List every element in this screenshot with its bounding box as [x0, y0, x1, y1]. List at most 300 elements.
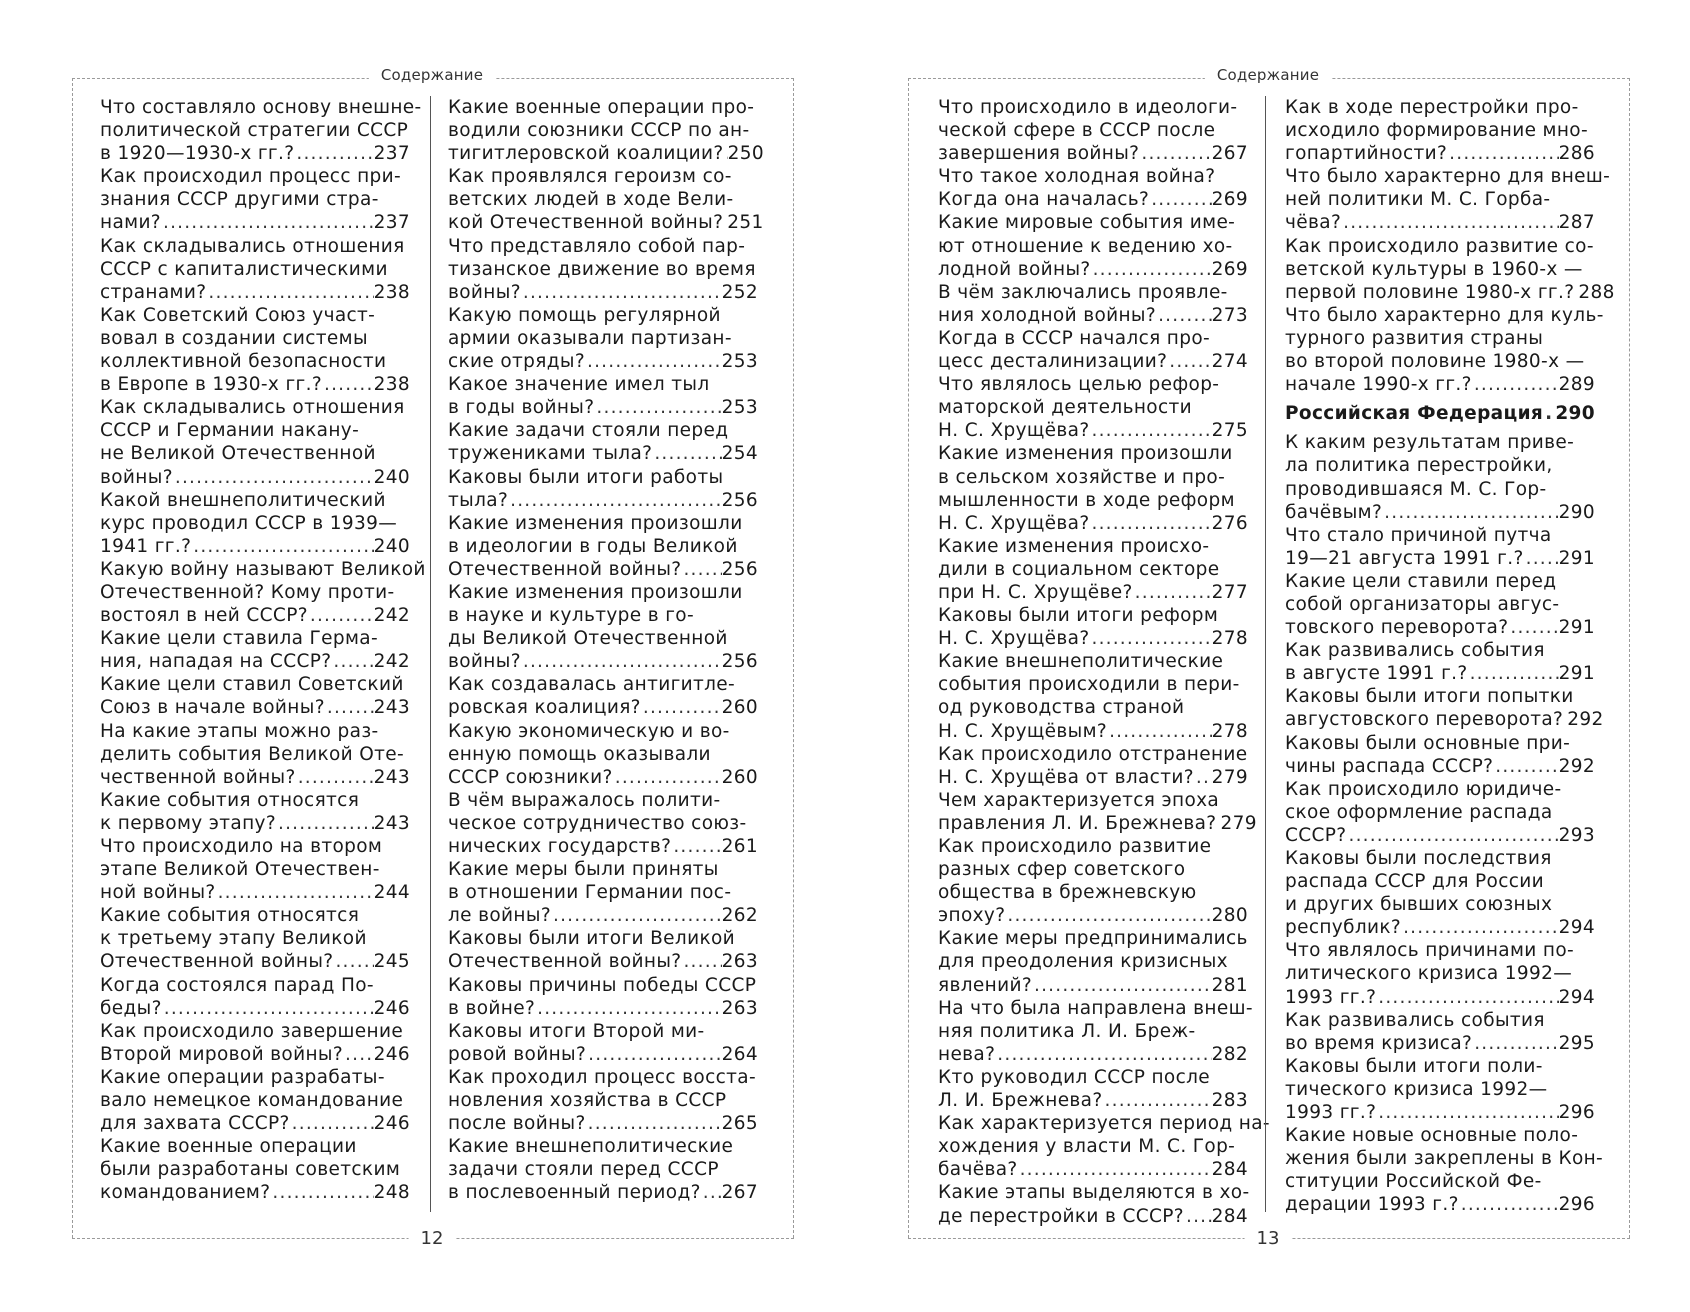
dot-leader [681, 950, 721, 973]
toc-entry-line [1285, 1124, 1595, 1147]
toc-entry-text: СССР с капиталистическими [100, 258, 388, 280]
toc-entry [448, 235, 758, 304]
toc-entry-text: На какие этапы можно раз- [100, 720, 379, 742]
toc-entry [448, 466, 758, 512]
toc-entry [448, 720, 758, 789]
toc-entry [1285, 524, 1595, 570]
toc-entry [938, 442, 1248, 534]
toc-entry-text: ческое сотрудничество союз- [448, 812, 747, 834]
toc-entry [100, 558, 426, 627]
dot-leader [276, 812, 374, 835]
toc-page-number: 279 [1211, 766, 1248, 788]
toc-entry-text: войны? [448, 281, 521, 303]
toc-entry [1285, 685, 1604, 731]
toc-entry-line [100, 165, 410, 188]
toc-entry-text: бачёва? [938, 1159, 1018, 1181]
right-page [845, 0, 1690, 1312]
dot-leader [1091, 258, 1212, 281]
toc-entry [1285, 235, 1615, 304]
toc-entry-line [1285, 350, 1595, 373]
toc-entry-text: в августе 1991 г.? [1285, 663, 1468, 685]
toc-entry [938, 535, 1248, 604]
toc-entry-line [100, 627, 410, 650]
toc-entry-text: чёва? [1285, 212, 1342, 234]
toc-entry-line [448, 974, 758, 997]
toc-page-number: 256 [721, 558, 758, 580]
toc-entry [448, 419, 758, 465]
toc-entry-text: ветской культуры в 1960-х — [1285, 258, 1583, 280]
toc-entry-text: в войне? [448, 997, 536, 1019]
dot-leader [1089, 419, 1211, 442]
dot-leader [173, 466, 374, 489]
toc-entry-line [938, 327, 1248, 350]
toc-entry-text: начале 1990-х гг.? [1285, 374, 1472, 396]
toc-entry-line [100, 535, 410, 558]
toc-entry [100, 835, 410, 904]
toc-page-number: 262 [721, 905, 758, 927]
toc-entry-text: Н. С. Хрущёва? [938, 628, 1090, 650]
toc-entry-text: коллективной безопасности [100, 351, 387, 373]
toc-entry-line [448, 350, 758, 373]
dot-leader [671, 835, 721, 858]
toc-entry-text: республик? [1285, 917, 1402, 939]
dot-leader [1341, 211, 1559, 234]
toc-entry-text: 19—21 августа 1991 г.? [1285, 547, 1524, 569]
toc-entry-line [448, 211, 764, 234]
toc-entry-text: политической стратегии СССР [100, 120, 409, 142]
toc-page-number: 237 [373, 212, 410, 234]
toc-entry-text: Как проявлялся героизм со- [448, 166, 732, 188]
toc-entry [100, 489, 410, 558]
toc-entry-text: Какие задачи стояли перед [448, 420, 729, 442]
toc-entry-text: Каковы итоги Второй ми- [448, 1020, 705, 1042]
toc-entry-line [938, 974, 1248, 997]
toc-entry-line [448, 535, 758, 558]
toc-entry [938, 373, 1248, 442]
toc-entry-text: литического кризиса 1992— [1285, 963, 1573, 985]
toc-entry-line [1285, 165, 1611, 188]
toc-entry-text: Какие этапы выделяются в хо- [938, 1182, 1250, 1204]
toc-entry-text: ле войны? [448, 905, 552, 927]
toc-entry-line [1285, 96, 1595, 119]
toc-entry-text: Какие цели ставил Советский [100, 674, 404, 696]
toc-entry-text: товского переворота? [1285, 617, 1509, 639]
toc-entry-text: маторской деятельности [938, 397, 1192, 419]
dot-leader [206, 281, 373, 304]
toc-page-number: 267 [1211, 143, 1248, 165]
toc-page-number: 286 [1558, 143, 1595, 165]
toc-page-number: 279 [1220, 812, 1257, 834]
toc-entry-line [448, 627, 758, 650]
toc-entry-text: Н. С. Хрущёва? [938, 420, 1090, 442]
toc-entry-text: события происходили в пери- [938, 674, 1240, 696]
toc-page-number: 278 [1211, 720, 1248, 742]
toc-entry-line [100, 720, 410, 743]
toc-entry-text: Как характеризуется период на- [938, 1113, 1270, 1135]
toc-entry-text: Как происходил процесс при- [100, 166, 402, 188]
toc-entry-text: Что было характерно для внеш- [1285, 166, 1611, 188]
dot-leader [162, 997, 374, 1020]
toc-page-number: 243 [373, 812, 410, 834]
toc-entry-text: Что такое холодная война? [938, 166, 1216, 188]
toc-entry-line [938, 1089, 1248, 1112]
toc-entry-line [1285, 211, 1595, 234]
toc-entry-line [938, 881, 1248, 904]
toc-page-number: 287 [1558, 212, 1595, 234]
toc-entry-text: Отечественной войны? [448, 951, 682, 973]
toc-entry-text: мышленности в ходе реформ [938, 489, 1235, 511]
toc-page-number: 243 [373, 697, 410, 719]
toc-page-number: 238 [373, 374, 410, 396]
toc-entry-text: Кто руководил СССР после [938, 1066, 1211, 1088]
toc-entry-text: тружениками тыла? [448, 443, 653, 465]
toc-entry-line [1285, 524, 1595, 547]
toc-entry-line [938, 188, 1248, 211]
toc-page-number: 269 [1211, 258, 1248, 280]
toc-entry-line [938, 396, 1248, 419]
toc-entry [938, 650, 1248, 742]
toc-entry-text: 1993 гг.? [1285, 1102, 1377, 1124]
toc-entry-text: в идеологии в годы Великой [448, 535, 738, 557]
toc-entry-line [1285, 1009, 1595, 1032]
toc-page-number: 288 [1578, 281, 1615, 303]
toc-entry-text: гопартийности? [1285, 143, 1448, 165]
toc-entry-text: Что представляло собой пар- [448, 235, 746, 257]
dot-leader [995, 1043, 1211, 1066]
toc-entry-line [448, 812, 758, 835]
toc-entry-text: Как складывались отношения [100, 397, 405, 419]
toc-entry-text: СССР? [1285, 824, 1347, 846]
toc-entry-line [1285, 870, 1595, 893]
toc-entry-line [938, 1135, 1248, 1158]
toc-page-number: 246 [373, 1113, 410, 1135]
toc-entry-text: странами? [100, 281, 207, 303]
toc-entry-text: в послевоенный период? [448, 1182, 701, 1204]
toc-entry-line [1285, 142, 1595, 165]
toc-entry-line [938, 1205, 1248, 1228]
toc-entry-line [938, 1112, 1270, 1135]
page-number: 12 [409, 1228, 456, 1249]
toc-entry-line [448, 96, 758, 119]
toc-entry-line [1285, 281, 1615, 304]
toc-entry [100, 235, 410, 304]
toc-entry [938, 281, 1248, 327]
toc-entry [938, 165, 1248, 211]
toc-entry-text: Что было характерно для куль- [1285, 304, 1604, 326]
toc-entry-text: явлений? [938, 974, 1032, 996]
toc-entry-line [448, 604, 758, 627]
toc-entry-line [448, 1135, 758, 1158]
toc-entry-text: Как складывались отношения [100, 235, 405, 257]
toc-entry-line [448, 419, 758, 442]
toc-entry-text: Какие цели ставила Герма- [100, 628, 379, 650]
toc-entry [1285, 304, 1604, 396]
toc-entry-text: ла политика перестройки, [1285, 455, 1553, 477]
toc-entry-text: при Н. С. Хрущёве? [938, 581, 1133, 603]
toc-entry-text: собой организаторы авгус- [1285, 593, 1560, 615]
toc-entry-text: курс проводил СССР в 1939— [100, 512, 398, 534]
toc-entry [1285, 778, 1595, 847]
toc-entry-line [1285, 1101, 1595, 1124]
toc-entry [100, 904, 410, 973]
toc-entry-text: турного развития страны [1285, 327, 1544, 349]
toc-entry-text: Каковы были основные при- [1285, 732, 1571, 754]
toc-entry-text: к третьему этапу Великой [100, 928, 367, 950]
toc-entry-line [100, 142, 410, 165]
toc-entry-line [938, 419, 1248, 442]
toc-entry-text: чины распада СССР? [1285, 755, 1494, 777]
toc-entry-line [448, 858, 758, 881]
toc-entry-line [1285, 778, 1595, 801]
toc-entry-text: Что являлось причинами по- [1285, 940, 1575, 962]
toc-entry [100, 165, 410, 234]
toc-entry-text: К каким результатам приве- [1285, 432, 1575, 454]
toc-entry-text: Как Советский Союз участ- [100, 304, 376, 326]
toc-entry-text: командованием? [100, 1182, 271, 1204]
dot-leader [1167, 350, 1211, 373]
toc-entry-line [100, 604, 410, 627]
toc-entry-text: этапе Великой Отечествен- [100, 859, 380, 881]
toc-entry-text: после войны? [448, 1113, 586, 1135]
toc-entry [1285, 431, 1595, 523]
toc-entry-line [1285, 235, 1595, 258]
dot-leader [1032, 974, 1212, 997]
toc-page-number: 284 [1211, 1159, 1248, 1181]
toc-entry-line [938, 373, 1248, 396]
toc-entry-text: беды? [100, 997, 162, 1019]
toc-page-number: 269 [1211, 189, 1248, 211]
dot-leader [343, 1043, 374, 1066]
toc-page-number: 242 [373, 605, 410, 627]
toc-entry-line [1285, 893, 1595, 916]
toc-entry-line [448, 1066, 758, 1089]
toc-entry-text: к первому этапу? [100, 812, 277, 834]
dot-leader [613, 766, 722, 789]
toc-entry-line [100, 96, 422, 119]
toc-entry-line [938, 512, 1248, 535]
toc-page-number: 276 [1211, 512, 1248, 534]
toc-page-number: 283 [1211, 1090, 1248, 1112]
toc-page-number: 295 [1558, 1032, 1595, 1054]
toc-entry-line [938, 927, 1248, 950]
toc-entry-text: Какие новые основные поло- [1285, 1125, 1579, 1147]
toc-entry-text: В чём заключались проявле- [938, 281, 1228, 303]
toc-entry-line [100, 396, 410, 419]
dot-leader [1156, 304, 1212, 327]
toc-entry-line [448, 466, 758, 489]
toc-entry-text: Как происходило отстранение [938, 743, 1248, 765]
toc-entry [1285, 1009, 1595, 1055]
toc-entry-text: ней политики М. С. Горба- [1285, 189, 1551, 211]
toc-entry-line [938, 258, 1248, 281]
toc-entry-line [1285, 685, 1595, 708]
toc-entry-text: Какие изменения происхо- [938, 535, 1210, 557]
toc-entry-line [448, 835, 758, 858]
toc-entry-line [448, 673, 758, 696]
toc-entry-line [938, 535, 1248, 558]
dot-leader [333, 950, 373, 973]
dot-leader [508, 489, 722, 512]
toc-entry-line [100, 1043, 410, 1066]
toc-entry-line [1285, 1032, 1595, 1055]
toc-entry-line [1285, 1170, 1595, 1193]
toc-entry-line [448, 188, 758, 211]
toc-entry-text: дили в социальном секторе [938, 558, 1220, 580]
toc-entry-line [1285, 547, 1595, 570]
toc-entry-text: ют отношение к ведению хо- [938, 235, 1233, 257]
toc-entry [1285, 1124, 1604, 1216]
toc-entry-text: Какие цели ставили перед [1285, 570, 1557, 592]
toc-entry [938, 327, 1248, 373]
toc-entry-line [1285, 801, 1595, 824]
toc-entry-line [938, 696, 1248, 719]
toc-entry-text: Как происходило юридиче- [1285, 778, 1562, 800]
toc-entry-line [938, 1066, 1248, 1089]
toc-page-number: 263 [721, 951, 758, 973]
dot-leader [1472, 1032, 1558, 1055]
toc-entry-text: ды Великой Отечественной [448, 628, 728, 650]
toc-entry-text: жения были закреплены в Кон- [1285, 1148, 1604, 1170]
dot-leader [1382, 501, 1558, 524]
toc-page-number: 296 [1558, 1194, 1595, 1216]
toc-entry-line [448, 581, 758, 604]
toc-entry-text: в годы войны? [448, 397, 595, 419]
toc-entry-line [100, 789, 410, 812]
toc-entry [100, 789, 410, 835]
dot-leader [325, 696, 374, 719]
toc-entry [448, 165, 764, 234]
toc-entry [1285, 639, 1595, 685]
toc-page-number: 274 [1211, 351, 1248, 373]
toc-entry-text: Какие внешнеполитические [448, 1136, 734, 1158]
toc-entry [1285, 570, 1595, 639]
toc-entry [1285, 96, 1595, 165]
dot-leader [1018, 1158, 1212, 1181]
dot-leader [652, 442, 721, 465]
toc-entry [448, 1135, 758, 1204]
toc-entry-line [448, 119, 758, 142]
toc-entry-line [1285, 478, 1595, 501]
toc-entry-line [1285, 1147, 1604, 1170]
toc-entry-text: во второй половине 1980-х — [1285, 351, 1585, 373]
toc-entry-text: Каковы были итоги попытки [1285, 686, 1574, 708]
toc-entry-text: Какие изменения произошли [448, 512, 743, 534]
toc-entry-text: 1993 гг.? [1285, 986, 1377, 1008]
dot-leader [1139, 142, 1211, 165]
toc-entry [448, 1020, 758, 1066]
toc-page-number: 243 [373, 766, 410, 788]
dot-leader [331, 650, 373, 673]
toc-entry [938, 211, 1248, 280]
toc-entry-text: Каковы были последствия [1285, 848, 1552, 869]
toc-entry-line [448, 720, 758, 743]
toc-entry-text: исходило формирование мно- [1285, 120, 1588, 142]
toc-page-number: 256 [721, 489, 758, 511]
dot-leader [1089, 627, 1211, 650]
toc-entry [1285, 165, 1611, 234]
toc-entry-line [1285, 258, 1595, 281]
toc-entry-text: в сельском хозяйстве и про- [938, 466, 1226, 488]
toc-entry-text: ния холодной войны? [938, 304, 1157, 326]
toc-entry-line [1285, 454, 1595, 477]
toc-entry-line [100, 650, 410, 673]
toc-entry-line [938, 1043, 1248, 1066]
toc-page-number: 291 [1558, 617, 1595, 639]
dot-leader [1508, 616, 1558, 639]
toc-page-number: 253 [721, 351, 758, 373]
toc-entry-line [448, 304, 758, 327]
toc-entry-text: Когда в СССР начался про- [938, 327, 1211, 349]
toc-entry-line [1285, 939, 1595, 962]
toc-entry-text: Н. С. Хрущёва? [938, 512, 1090, 534]
toc-entry-line [100, 1112, 410, 1135]
toc-entry-line [938, 235, 1248, 258]
toc-entry-text: Как развивались события [1285, 1009, 1545, 1031]
dot-leader [586, 1112, 722, 1135]
toc-entry-text: Какие изменения произошли [938, 443, 1233, 465]
toc-entry-line [938, 627, 1248, 650]
toc-entry-text: Что стало причиной путча [1285, 524, 1552, 546]
toc-entry-line [938, 673, 1248, 696]
toc-entry-text: войны? [100, 466, 173, 488]
toc-entry-text: в Европе в 1930-х гг.? [100, 374, 323, 396]
toc-page-number: 251 [727, 212, 764, 234]
toc-entry-line [1285, 639, 1595, 662]
page-number: 13 [1245, 1228, 1292, 1249]
toc-entry-line [1285, 847, 1595, 870]
toc-entry-text: войны? [448, 651, 521, 673]
toc-entry [100, 1020, 410, 1066]
toc-entry-line [448, 558, 758, 581]
dot-leader [1133, 581, 1212, 604]
dot-leader [701, 1181, 722, 1204]
toc-entry-text: новления хозяйства в СССР [448, 1090, 727, 1112]
dot-leader [290, 1112, 374, 1135]
toc-entry [100, 627, 410, 673]
toc-page-number: 289 [1558, 374, 1595, 396]
toc-entry-text: эпоху? [938, 905, 1006, 927]
toc-entry-text: кой Отечественной войны? [448, 212, 724, 234]
toc-entry-line [100, 997, 410, 1020]
toc-entry-line [100, 419, 410, 442]
toc-entry-text: первой половине 1980-х гг.? [1285, 281, 1575, 303]
toc-entry-line [938, 304, 1248, 327]
toc-entry-text: делить события Великой Оте- [100, 743, 405, 765]
toc-entry-line [100, 373, 410, 396]
toc-entry-line [100, 835, 410, 858]
toc-entry-text: Российская Федерация [1285, 403, 1544, 425]
toc-entry [100, 1135, 410, 1204]
toc-entry-line [100, 696, 410, 719]
toc-page-number: 293 [1558, 824, 1595, 846]
toc-entry-text: Что происходило на втором [100, 836, 383, 857]
toc-entry-text: Отечественной? Кому проти- [100, 581, 395, 603]
toc-entry-line [938, 466, 1248, 489]
toc-entry-line [448, 489, 758, 512]
toc-entry-text: Второй мировой войны? [100, 1043, 344, 1065]
toc-column [938, 96, 1270, 1228]
toc-entry-line [100, 1020, 410, 1043]
toc-entry-line [938, 1020, 1248, 1043]
toc-entry-line [1285, 1193, 1595, 1216]
toc-entry [448, 512, 758, 581]
toc-entry-line [938, 142, 1248, 165]
toc-entry [448, 373, 758, 419]
toc-entry-line [448, 442, 758, 465]
toc-entry [448, 1066, 758, 1135]
toc-entry-text: проводившаяся М. С. Гор- [1285, 478, 1547, 500]
toc-entry [938, 1066, 1248, 1112]
